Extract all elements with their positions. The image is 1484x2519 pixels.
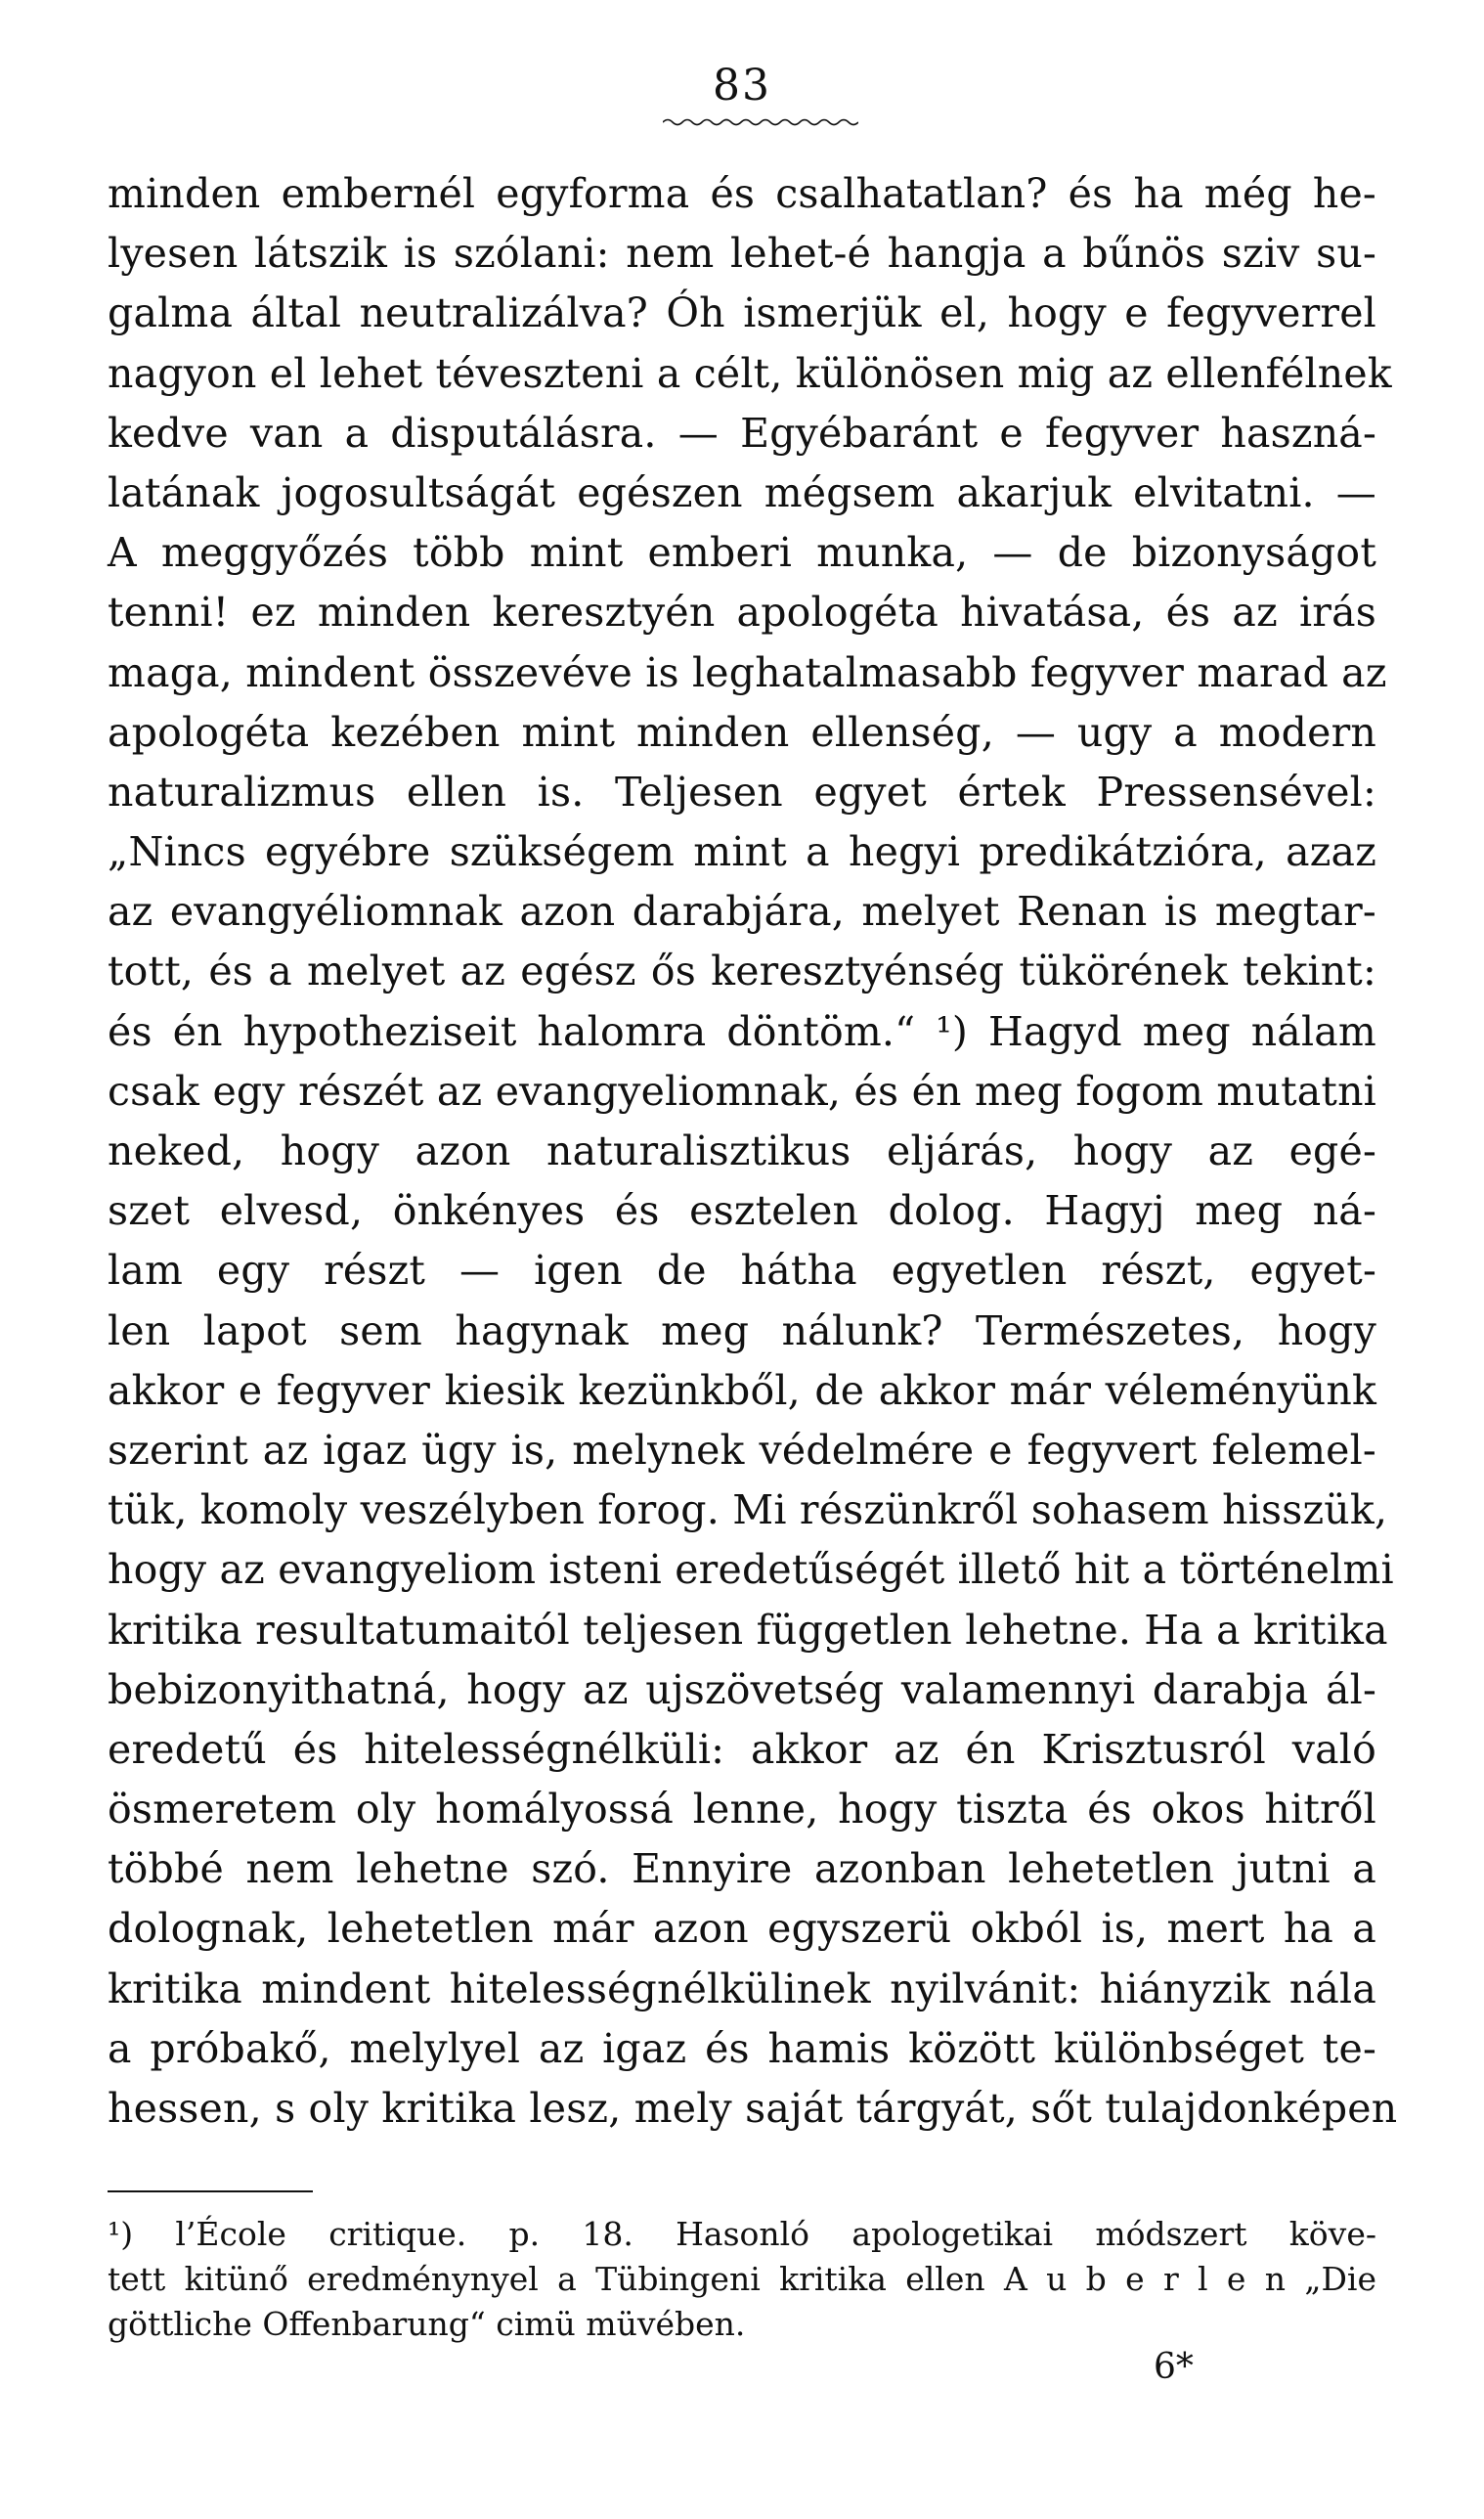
text-line: apologéta kezében mint minden ellenség, — ugy a modern	[108, 708, 1376, 756]
text-line: eredetű és hitelességnélküli: akkor az én Krisztusról való	[108, 1725, 1376, 1773]
text-line: neked, hogy azon naturalisztikus eljárás, hogy az egé-	[108, 1127, 1376, 1174]
text-line: szet elvesd, önkényes és esztelen dolog. Hagyj meg ná-	[108, 1187, 1376, 1235]
text-line: hessen, s oly kritika lesz, mely saját tárgyát, sőt tulajdonképen	[108, 2085, 1398, 2132]
text-line: akkor e fegyver kiesik kezünkből, de akkor már véleményünk	[108, 1366, 1376, 1414]
text-line: szerint az igaz ügy is, melynek védelmére e fegyvert felemel-	[108, 1426, 1376, 1474]
signature-mark: 6*	[1154, 2347, 1194, 2387]
text-line: lam egy részt — igen de hátha egyetlen részt, egyet-	[108, 1247, 1376, 1295]
text-line: bebizonyithatná, hogy az ujszövetség valamennyi darabja ál-	[108, 1665, 1376, 1713]
text-line: minden embernél egyforma és csalhatatlan? és ha még he-	[108, 170, 1376, 217]
text-line: és én hypotheziseit halomra döntöm.“ ¹) Hagyd meg nálam	[108, 1007, 1376, 1055]
main-text-block	[108, 164, 1398, 2139]
footnote-line: ¹) l’École critique. p. 18. Hasonló apologetikai módszert köve-	[108, 2215, 1376, 2253]
text-line: a próbakő, melylyel az igaz és hamis között különbséget te-	[108, 2024, 1376, 2072]
footnote-block	[108, 2212, 1376, 2347]
text-line: lyesen látszik is szólani: nem lehet-é hangja a bűnös sziv su-	[108, 230, 1376, 278]
text-line: hogy az evangyeliom isteni eredetűségét illető hit a történelmi	[108, 1546, 1394, 1594]
text-line: len lapot sem hagynak meg nálunk? Természetes, hogy	[108, 1306, 1376, 1354]
text-line: naturalizmus ellen is. Teljesen egyet értek Pressensével:	[108, 768, 1376, 816]
footnote-line: göttliche Offenbarung“ cimü müvében.	[108, 2305, 746, 2343]
wavy-rule-ornament	[663, 117, 858, 127]
page-number: 83	[713, 61, 771, 110]
text-line: A meggyőzés több mint emberi munka, — de bizonyságot	[108, 529, 1376, 577]
text-line: dolognak, lehetetlen már azon egyszerü okból is, mert ha a	[108, 1905, 1376, 1953]
text-line: ösmeretem oly homályossá lenne, hogy tiszta és okos hitről	[108, 1786, 1376, 1834]
text-line: tük, komoly veszélyben forog. Mi részünkről sohasem hisszük,	[108, 1486, 1388, 1534]
footnote-divider	[108, 2190, 313, 2192]
text-line: latának jogosultságát egészen mégsem akarjuk elvitatni. —	[108, 468, 1376, 516]
text-line: kritika resultatumaitól teljesen független lehetne. Ha a kritika	[108, 1606, 1388, 1654]
text-line: galma által neutralizálva? Óh ismerjük el, hogy e fegyverrel	[108, 289, 1376, 337]
text-line: kritika mindent hitelességnélkülinek nyilvánit: hiányzik nála	[108, 1965, 1376, 2012]
text-line: tott, és a melyet az egész ős keresztyénség tükörének tekint:	[108, 948, 1376, 995]
text-line: nagyon el lehet téveszteni a célt, különösen mig az ellenfélnek	[108, 349, 1392, 397]
text-line: maga, mindent összevéve is leghatalmasabb fegyver marad az	[108, 648, 1387, 696]
text-line: tenni! ez minden keresztyén apologéta hivatása, és az irás	[108, 589, 1376, 637]
footnote-line: tett kitünő eredménynyel a Tübingeni kritika ellen A u b e r l e n „Die	[108, 2260, 1376, 2298]
text-line: az evangyéliomnak azon darabjára, melyet Renan is megtar-	[108, 888, 1376, 936]
text-line: többé nem lehetne szó. Ennyire azonban lehetetlen jutni a	[108, 1845, 1376, 1893]
text-line: csak egy részét az evangyeliomnak, és én meg fogom mutatni	[108, 1067, 1376, 1115]
text-line: „Nincs egyébre szükségem mint a hegyi predikátzióra, azaz	[108, 828, 1376, 876]
text-line: kedve van a disputálásra. — Egyébaránt e fegyver haszná-	[108, 409, 1376, 457]
